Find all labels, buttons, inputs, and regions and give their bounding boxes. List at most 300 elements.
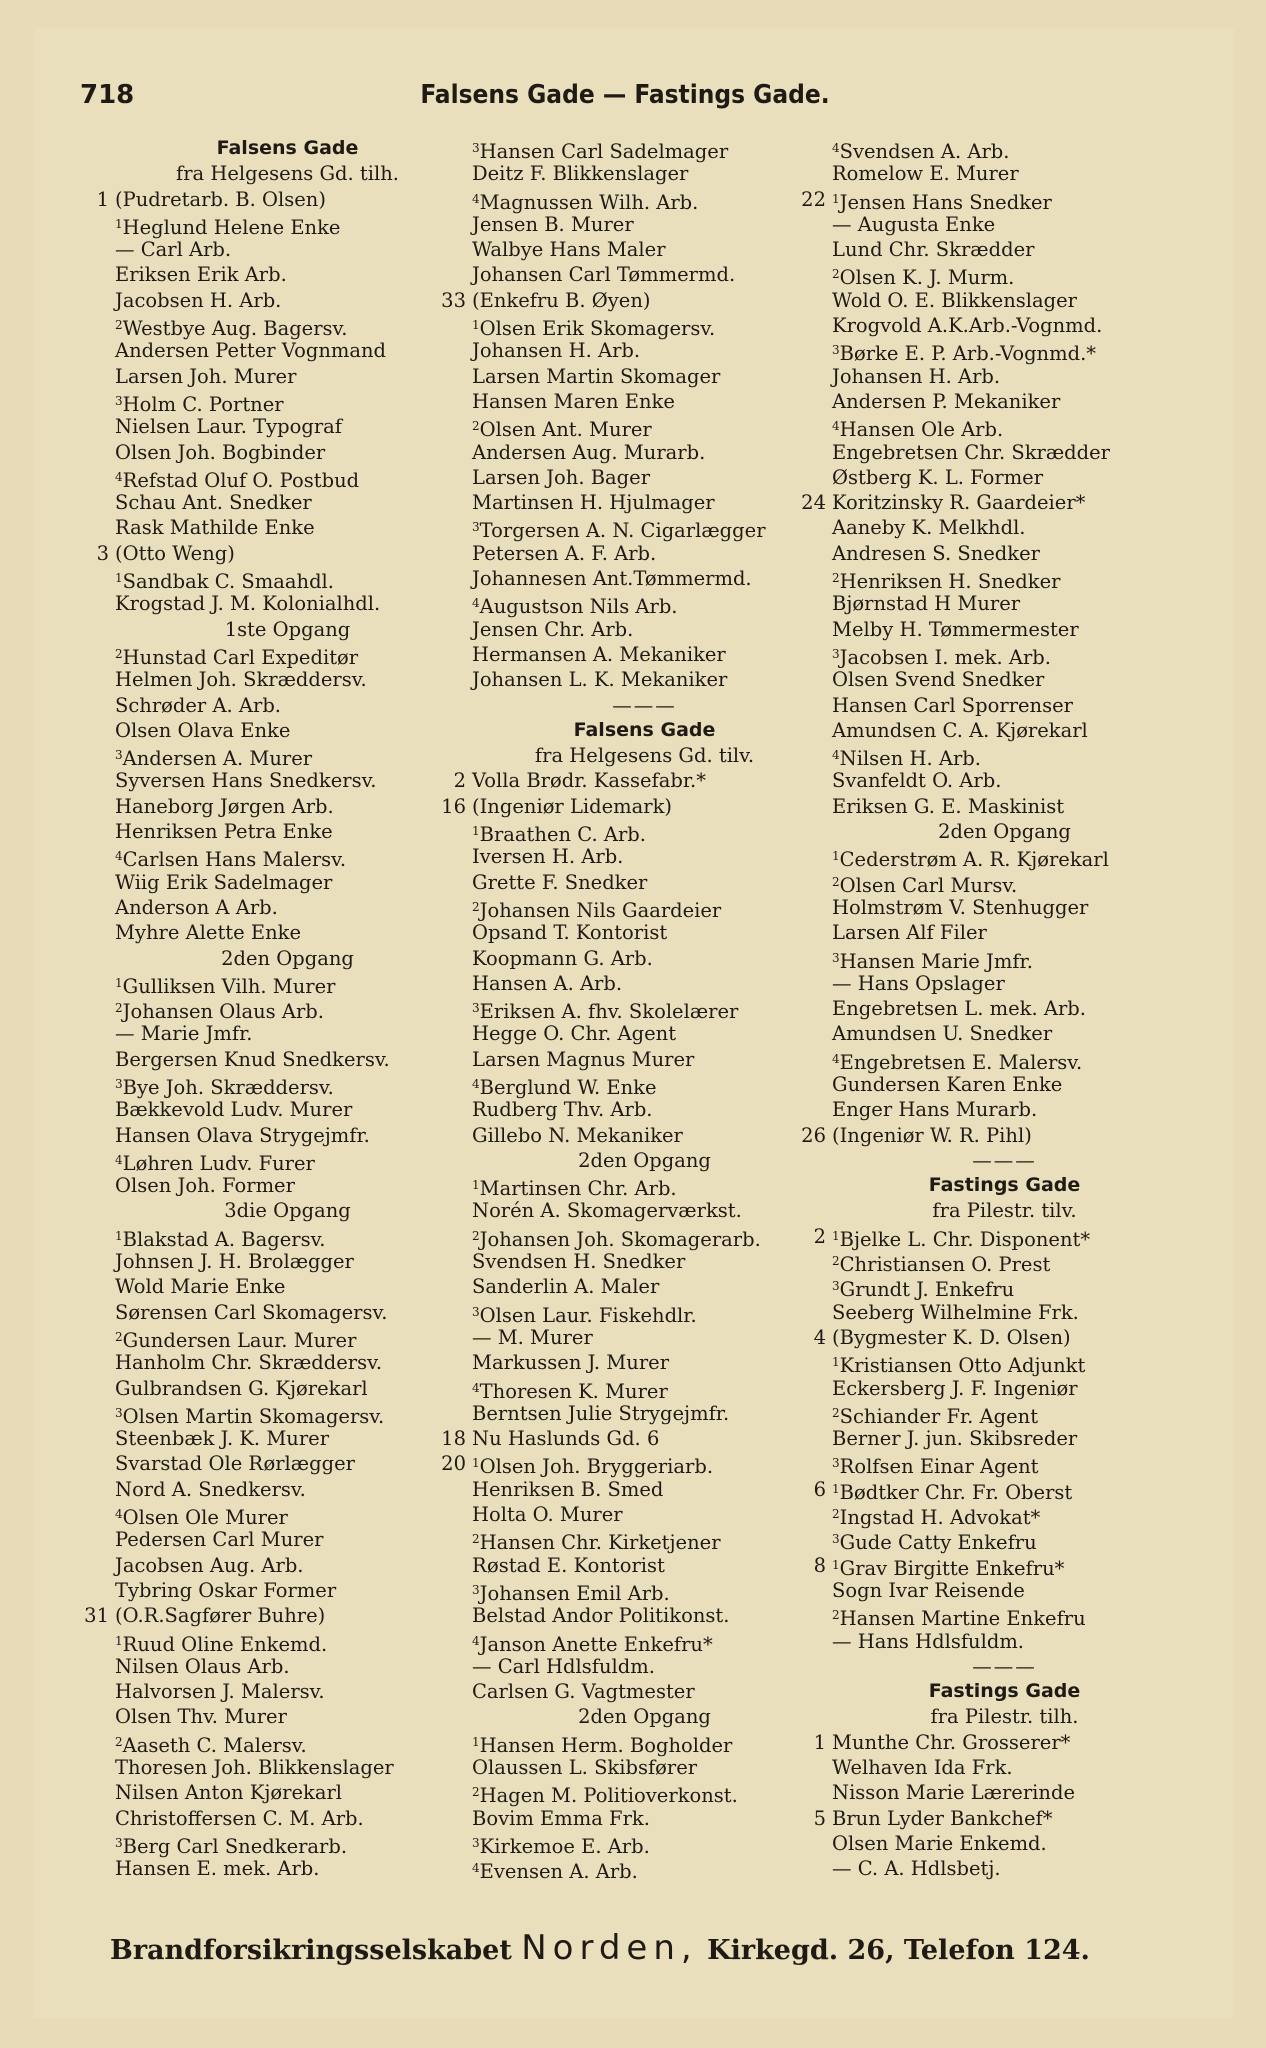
- floor-marker: 3: [832, 1456, 840, 1471]
- resident-entry: [115, 389, 460, 414]
- resident-entry: [115, 364, 460, 389]
- resident-entry: [115, 1451, 460, 1476]
- entry-text: Torgersen A. N. Cigarlægger: [479, 519, 766, 543]
- resident-entry: [832, 946, 1177, 971]
- entry-text: Hansen Martine Enkefru: [839, 1607, 1086, 1631]
- entry-text: Olsen Svend Snedker: [832, 668, 1045, 692]
- entry-text: (Enkefru B. Øyen): [472, 288, 651, 312]
- entry-text: Larsen Magnus Murer: [472, 1047, 695, 1071]
- floor-marker: 4: [472, 1861, 480, 1876]
- entry-text: Olsen Carl Mursv.: [839, 873, 1018, 897]
- entry-text: Røstad E. Kontorist: [472, 1553, 665, 1577]
- resident-entry: [115, 1856, 460, 1881]
- entry-text: Eckersberg J. F. Ingeniør: [832, 1376, 1078, 1400]
- floor-marker: 4: [115, 469, 123, 484]
- entry-text: Olsen Marie Enkemd.: [832, 1831, 1047, 1855]
- resident-entry: [801, 1123, 1177, 1148]
- resident-entry: [115, 1274, 460, 1299]
- entry-text: Seeberg Wilhelmine Frk.: [832, 1300, 1079, 1324]
- floor-marker: 3: [115, 1076, 123, 1091]
- floor-marker: 1: [472, 1734, 480, 1749]
- resident-entry: [115, 1806, 460, 1831]
- entry-text: 2den Opgang: [938, 820, 1071, 844]
- resident-entry: [115, 591, 460, 616]
- page-header: [80, 80, 1170, 120]
- resident-entry: [832, 566, 1177, 594]
- entry-text: Berglund W. Enke: [479, 1075, 657, 1099]
- resident-entry: [832, 237, 1177, 262]
- floor-marker: 2: [115, 646, 123, 661]
- resident-entry: [472, 1831, 817, 1856]
- resident-entry: [115, 1477, 460, 1502]
- entry-text: Nielsen Laur. Typograf: [115, 415, 342, 439]
- resident-entry: [832, 1274, 1177, 1302]
- entry-text: Bødtker Chr. Fr. Oberst: [839, 1480, 1073, 1504]
- floor-marker: 4: [472, 596, 480, 611]
- entry-text: fra Pilestr. tilv.: [932, 1199, 1077, 1223]
- entry-text: Johnsen J. H. Brolægger: [115, 1250, 354, 1274]
- resident-entry: [472, 819, 817, 847]
- resident-entry: [441, 1426, 817, 1451]
- entry-text: Walbye Hans Maler: [472, 238, 666, 262]
- resident-entry: [832, 718, 1177, 743]
- resident-entry: [832, 212, 1177, 237]
- entry-text: Carlsen G. Vagtmester: [472, 1680, 695, 1704]
- entry-text: Hansen A. Arb.: [472, 971, 623, 995]
- resident-entry: [472, 1401, 817, 1426]
- entry-text: Jensen Chr. Arb.: [472, 617, 634, 641]
- entry-text: 2den Opgang: [221, 946, 354, 970]
- entry-text: Falsens Gade: [216, 137, 359, 159]
- floor-marker: 3: [115, 1835, 123, 1850]
- resident-entry: [832, 1021, 1177, 1046]
- resident-entry: [472, 1047, 817, 1072]
- entry-text: Eriksen G. E. Maskinist: [832, 794, 1065, 818]
- floor-marker: 3: [115, 393, 123, 408]
- entry-text: Hansen Maren Enke: [472, 389, 675, 413]
- entry-text: Gundersen Karen Enke: [832, 1072, 1063, 1096]
- resident-entry: [472, 1021, 817, 1046]
- house-number: 6: [813, 1477, 826, 1501]
- house-number: 18: [441, 1427, 466, 1451]
- resident-entry: [115, 212, 460, 237]
- floor-marker: 2: [832, 571, 840, 586]
- resident-entry: [115, 693, 460, 718]
- floor-marker: 4: [472, 1076, 480, 1091]
- resident-entry: [472, 1553, 817, 1578]
- entry-text: Welhaven Ida Frk.: [832, 1756, 1013, 1779]
- resident-entry: [115, 1047, 460, 1072]
- floor-marker: 3: [472, 1582, 480, 1597]
- floor-marker: 1: [472, 1178, 480, 1193]
- floor-marker: 3: [832, 343, 840, 358]
- entry-text: Engebretsen Chr. Skrædder: [832, 440, 1111, 464]
- entry-text: Andersen Aug. Murarb.: [472, 440, 706, 464]
- resident-entry: [832, 794, 1177, 819]
- entry-text: Brun Lyder Bankchef*: [832, 1806, 1053, 1830]
- resident-entry: [472, 1173, 817, 1201]
- entry-text: Kristiansen Otto Adjunkt: [839, 1354, 1086, 1378]
- resident-entry: [115, 667, 460, 692]
- floor-marker: 3: [832, 1279, 840, 1294]
- house-number: 5: [813, 1806, 826, 1830]
- entry-text: Berner J. jun. Skibsreder: [832, 1427, 1078, 1451]
- resident-entry: [472, 1806, 817, 1831]
- floor-marker: 3: [115, 748, 123, 763]
- entry-text: Westbye Aug. Bagersv.: [122, 317, 348, 341]
- entry-text: Pedersen Carl Murer: [115, 1528, 324, 1552]
- entry-text: Petersen A. F. Arb.: [472, 541, 657, 565]
- entry-text: Nisson Marie Lærerinde: [832, 1781, 1075, 1805]
- resident-entry: [472, 1224, 817, 1249]
- resident-entry: [115, 440, 460, 465]
- separator-rule: [832, 1148, 1177, 1173]
- entry-text: Hansen E. mek. Arb.: [115, 1857, 320, 1881]
- entry-text: Evensen A. Arb.: [479, 1860, 638, 1884]
- entry-text: Steenbæk J. K. Murer: [115, 1427, 330, 1451]
- entry-text: Rudberg Thv. Arb.: [472, 1098, 653, 1122]
- resident-entry: [832, 1426, 1177, 1451]
- entry-text: Amundsen U. Snedker: [832, 1022, 1053, 1046]
- entry-text: Thoresen K. Murer: [479, 1379, 668, 1403]
- entry-text: Børke E. P. Arb.-Vognmd.*: [839, 342, 1097, 366]
- entry-text: Johansen Emil Arb.: [479, 1581, 670, 1605]
- floor-marker: 2: [115, 1329, 123, 1344]
- resident-entry: [472, 1097, 817, 1122]
- entry-text: Wold O. E. Blikkenslager: [832, 288, 1077, 312]
- resident-entry: [472, 465, 817, 490]
- directory-column-3: [801, 136, 1177, 1881]
- entry-text: — M. Murer: [472, 1325, 593, 1349]
- entry-text: Haneborg Jørgen Arb.: [115, 794, 334, 818]
- entry-text: Jacobsen I. mek. Arb.: [839, 645, 1051, 669]
- resident-entry: [832, 920, 1177, 945]
- resident-entry: [832, 515, 1177, 540]
- resident-entry: [115, 743, 460, 771]
- entry-text: Gundersen Laur. Murer: [122, 1328, 357, 1352]
- page-title: Falsens Gade — Fastings Gade.: [420, 80, 830, 110]
- house-number: 4: [813, 1325, 826, 1349]
- entry-text: Ingstad H. Advokat*: [839, 1506, 1041, 1530]
- entry-text: Olsen Laur. Fiskehdlr.: [479, 1303, 697, 1327]
- resident-entry: [115, 1426, 460, 1451]
- entry-text: Norén A. Skomagerværkst.: [472, 1199, 742, 1223]
- entry-text: fra Helgesens Gd. tilv.: [534, 744, 755, 768]
- entry-text: Melby H. Tømmermester: [832, 617, 1079, 641]
- floor-marker: 4: [832, 419, 840, 434]
- resident-entry: [832, 1300, 1177, 1325]
- resident-entry: [832, 313, 1177, 338]
- floor-marker: 2: [472, 1532, 480, 1547]
- section-subheading: [472, 1148, 817, 1173]
- entry-text: — Marie Jmfr.: [115, 1022, 253, 1046]
- entry-text: Heglund Helene Enke: [122, 215, 341, 239]
- resident-entry: [115, 870, 460, 895]
- resident-entry: [832, 1097, 1177, 1122]
- entry-text: Eriksen A. fhv. Skolelærer: [479, 1000, 739, 1024]
- separator-rule: [832, 1654, 1177, 1679]
- entry-text: (Pudretarb. B. Olsen): [115, 187, 326, 211]
- entry-text: Volla Brødr. Kassefabr.*: [472, 769, 706, 793]
- resident-entry: [115, 1123, 460, 1148]
- entry-text: Larsen Joh. Bager: [472, 465, 651, 489]
- entry-text: Andresen S. Snedker: [832, 541, 1040, 565]
- floor-marker: 4: [115, 849, 123, 864]
- resident-entry: [115, 718, 460, 743]
- entry-text: Johannesen Ant.Tømmermd.: [472, 567, 752, 591]
- entry-text: Jacobsen H. Arb.: [115, 288, 282, 312]
- resident-entry: [115, 844, 460, 872]
- entry-text: Wold Marie Enke: [115, 1275, 286, 1299]
- resident-entry: [472, 895, 817, 920]
- directory-column-1: [84, 136, 460, 1881]
- floor-marker: 1: [115, 216, 123, 231]
- entry-text: Svanfeldt O. Arb.: [832, 769, 1002, 793]
- entry-text: Hermansen A. Mekaniker: [472, 642, 726, 666]
- resident-entry: [472, 591, 817, 619]
- entry-text: Olsen Joh. Former: [115, 1174, 295, 1198]
- resident-entry: [472, 844, 817, 869]
- resident-entry: [472, 617, 817, 642]
- entry-text: Sanderlin A. Maler: [472, 1275, 660, 1299]
- resident-entry: [115, 1780, 460, 1805]
- entry-text: Kirkemoe E. Arb.: [479, 1834, 650, 1858]
- entry-text: Martinsen H. Hjulmager: [472, 491, 715, 515]
- resident-entry: [813, 1477, 1177, 1504]
- entry-text: Larsen Martin Skomager: [472, 364, 721, 388]
- footer-brand: Norden,: [521, 1928, 698, 1968]
- entry-text: Larsen Alf Filer: [832, 921, 987, 945]
- entry-text: Falsens Gade: [573, 718, 716, 741]
- resident-entry: [801, 490, 1177, 515]
- resident-entry: [472, 1350, 817, 1375]
- resident-entry: [115, 1704, 460, 1729]
- entry-text: Cederstrøm A. R. Kjørekarl: [839, 848, 1109, 872]
- entry-text: Krogstad J. M. Kolonialhdl.: [115, 592, 381, 616]
- resident-entry: [472, 1376, 817, 1401]
- entry-text: (Ingeniør Lidemark): [472, 794, 673, 818]
- entry-text: Hegge O. Chr. Agent: [472, 1022, 677, 1046]
- entry-text: Johansen Nils Gaardeier: [479, 898, 722, 922]
- entry-text: Syversen Hans Snedkersv.: [115, 769, 377, 793]
- floor-marker: 2: [832, 1254, 840, 1269]
- resident-entry: [472, 490, 817, 515]
- floor-marker: 1: [832, 849, 840, 864]
- resident-entry: [84, 1603, 460, 1628]
- house-number: 2: [813, 1224, 826, 1248]
- resident-entry: [832, 768, 1177, 793]
- entry-text: Hansen Carl Sporrenser: [832, 693, 1073, 717]
- house-number: 24: [801, 491, 826, 515]
- entry-text: 3die Opgang: [224, 1199, 351, 1223]
- entry-text: Nilsen Anton Kjørekarl: [115, 1781, 343, 1805]
- house-number: 3: [96, 541, 109, 565]
- entry-text: Olsen Martin Skomagersv.: [122, 1404, 385, 1428]
- resident-entry: [832, 338, 1177, 366]
- entry-text: Sørensen Carl Skomagersv.: [115, 1300, 388, 1324]
- resident-entry: [441, 1451, 817, 1479]
- resident-entry: [832, 996, 1177, 1021]
- floor-marker: 1: [472, 318, 480, 333]
- entry-text: Lund Chr. Skrædder: [832, 238, 1035, 262]
- entry-text: Munthe Chr. Grosserer*: [832, 1730, 1071, 1754]
- resident-entry: [472, 1198, 817, 1223]
- entry-text: Olsen Ant. Murer: [479, 418, 652, 442]
- entry-text: ———: [972, 1148, 1037, 1172]
- entry-text: Olsen Olava Enke: [115, 718, 291, 742]
- resident-entry: [115, 1148, 460, 1173]
- entry-text: Bjelke L. Chr. Disponent*: [839, 1227, 1091, 1251]
- resident-entry: [115, 1173, 460, 1198]
- floor-marker: 1: [115, 1228, 123, 1243]
- resident-entry: [472, 1578, 817, 1603]
- resident-entry: [832, 262, 1177, 290]
- entry-text: — Carl Hdlsfuldm.: [472, 1654, 655, 1678]
- entry-text: Hanholm Chr. Skræddersv.: [115, 1351, 383, 1375]
- resident-entry: [472, 1477, 817, 1502]
- resident-entry: [472, 1300, 817, 1325]
- resident-entry: [115, 515, 460, 540]
- entry-text: Henriksen H. Snedker: [839, 570, 1061, 594]
- entry-text: Bovim Emma Frk.: [472, 1806, 650, 1830]
- entry-text: fra Helgesens Gd. tilh.: [175, 162, 399, 186]
- entry-text: Hansen Carl Sadelmager: [479, 140, 729, 163]
- resident-entry: [472, 1325, 817, 1350]
- resident-entry: [115, 1502, 460, 1530]
- resident-entry: [115, 1350, 460, 1375]
- entry-text: Hunstad Carl Expeditør: [122, 645, 359, 669]
- entry-text: Schau Ant. Snedker: [115, 491, 312, 515]
- entry-text: Deitz F. Blikkenslager: [472, 162, 689, 186]
- resident-entry: [832, 161, 1177, 186]
- resident-entry: [115, 1730, 460, 1755]
- entry-text: — Hans Hdlsfuldm.: [832, 1629, 1025, 1653]
- resident-entry: [472, 1654, 817, 1679]
- directory-column-2: [441, 136, 817, 1884]
- floor-marker: 1: [472, 824, 480, 839]
- resident-entry: [472, 566, 817, 591]
- resident-entry: [472, 136, 817, 161]
- floor-marker: 2: [472, 1228, 480, 1243]
- floor-marker: 4: [115, 1507, 123, 1522]
- entry-text: Christoffersen C. M. Arb.: [115, 1806, 364, 1830]
- resident-entry: [115, 313, 460, 341]
- resident-entry: [453, 768, 817, 793]
- house-number: 20: [441, 1452, 466, 1476]
- entry-text: (Otto Weng): [115, 541, 235, 565]
- resident-entry: [832, 617, 1177, 642]
- entry-text: Olsen Joh. Bryggeriarb.: [479, 1455, 714, 1479]
- resident-entry: [115, 338, 460, 363]
- entry-text: Johansen Olaus Arb.: [122, 1000, 324, 1024]
- entry-text: Anderson A Arb.: [115, 895, 278, 919]
- entry-text: Sandbak C. Smaahdl.: [122, 570, 334, 594]
- resident-entry: [472, 1780, 817, 1808]
- resident-entry: [813, 1325, 1177, 1350]
- entry-text: Nu Haslunds Gd. 6: [472, 1427, 660, 1451]
- entry-text: Fastings Gade: [928, 1680, 1081, 1703]
- resident-entry: [115, 819, 460, 844]
- resident-entry: [472, 364, 817, 389]
- resident-entry: [115, 1629, 460, 1654]
- entry-text: Johansen Joh. Skomagerarb.: [479, 1227, 761, 1251]
- resident-entry: [115, 1401, 460, 1426]
- floor-marker: 2: [832, 1608, 840, 1623]
- resident-entry: [472, 1527, 817, 1555]
- entry-text: Olsen Ole Murer: [122, 1506, 288, 1530]
- resident-entry: [472, 971, 817, 996]
- entry-text: Henriksen Petra Enke: [115, 820, 333, 844]
- section-subheading: [832, 1704, 1177, 1729]
- resident-entry: [472, 313, 817, 341]
- entry-text: Aaseth C. Malersv.: [122, 1733, 307, 1757]
- resident-entry: [832, 1629, 1177, 1654]
- entry-text: Gillebo N. Mekaniker: [472, 1123, 683, 1147]
- floor-marker: 3: [832, 1532, 840, 1547]
- entry-text: 2den Opgang: [578, 1148, 711, 1172]
- entry-text: Grav Birgitte Enkefru*: [839, 1556, 1065, 1580]
- floor-marker: 3: [472, 1304, 480, 1319]
- resident-entry: [472, 642, 817, 667]
- entry-text: Østberg K. L. Former: [832, 465, 1044, 489]
- resident-entry: [115, 1553, 460, 1578]
- entry-text: Svendsen H. Snedker: [472, 1250, 686, 1274]
- resident-entry: [115, 920, 460, 945]
- resident-entry: [832, 1780, 1177, 1805]
- entry-text: ———: [612, 693, 677, 717]
- resident-entry: [115, 642, 460, 667]
- resident-entry: [832, 1047, 1177, 1072]
- resident-entry: [832, 1578, 1177, 1603]
- resident-entry: [115, 566, 460, 594]
- entry-text: Berntsen Julie Strygejmfr.: [472, 1401, 730, 1425]
- resident-entry: [472, 1856, 817, 1884]
- resident-entry: [115, 414, 460, 439]
- footer-prefix: Brandforsikringsselskabet: [110, 1935, 512, 1966]
- floor-marker: 2: [832, 1405, 840, 1420]
- entry-text: Iversen H. Arb.: [472, 845, 624, 869]
- floor-marker: 4: [115, 1152, 123, 1167]
- floor-marker: 1: [472, 1456, 480, 1471]
- resident-entry: [832, 1401, 1177, 1426]
- entry-text: Tybring Oskar Former: [115, 1578, 337, 1602]
- entry-text: Holmstrøm V. Stenhugger: [832, 895, 1089, 919]
- resident-entry: [115, 1325, 460, 1350]
- entry-text: Nord A. Snedkersv.: [115, 1477, 306, 1501]
- entry-text: Bye Joh. Skræddersv.: [122, 1075, 334, 1099]
- floor-marker: 4: [472, 1380, 480, 1395]
- resident-entry: [115, 1755, 460, 1780]
- floor-marker: 3: [472, 520, 480, 535]
- floor-marker: 4: [472, 191, 480, 206]
- entry-text: 2den Opgang: [578, 1705, 711, 1729]
- entry-text: Svendsen A. Arb.: [839, 140, 1010, 163]
- resident-entry: [115, 1679, 460, 1704]
- resident-entry: [115, 1249, 460, 1274]
- section-subheading: [832, 819, 1177, 844]
- resident-entry: [115, 288, 460, 313]
- entry-text: Bækkevold Ludv. Murer: [115, 1098, 353, 1122]
- entry-text: Hansen Marie Jmfr.: [839, 949, 1033, 973]
- entry-text: Jensen B. Murer: [472, 212, 634, 236]
- floor-marker: 2: [832, 267, 840, 282]
- resident-entry: [472, 1755, 817, 1780]
- resident-entry: [115, 1376, 460, 1401]
- floor-marker: 4: [832, 141, 840, 155]
- resident-entry: [115, 1527, 460, 1552]
- entry-text: Fastings Gade: [928, 1174, 1081, 1197]
- entry-text: Johansen Carl Tømmermd.: [472, 263, 736, 287]
